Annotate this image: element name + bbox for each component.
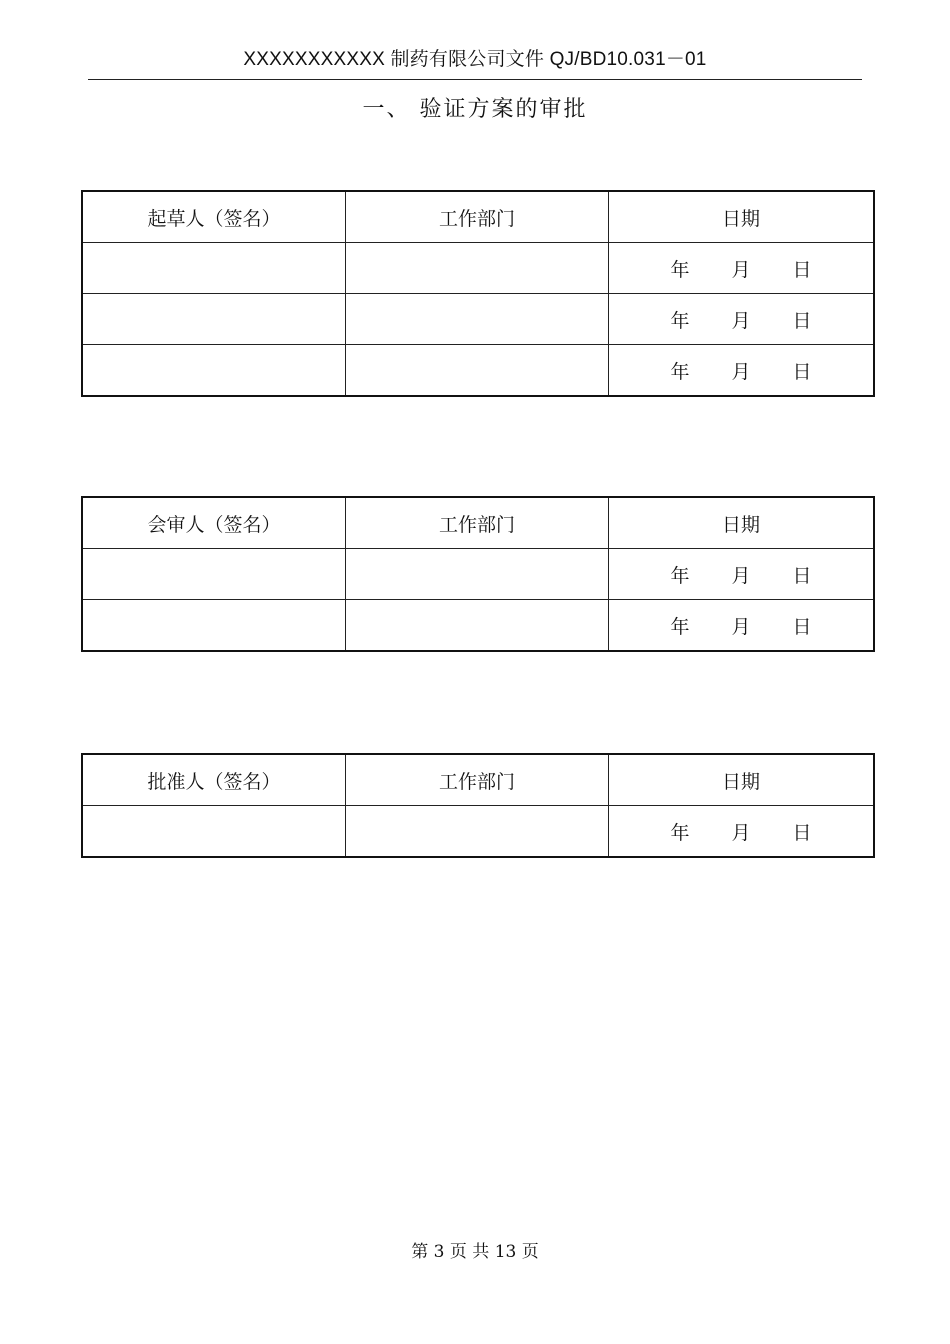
month-label: 月 (731, 258, 751, 281)
page-number: 第 3 页 共 13 页 (411, 1242, 539, 1262)
department-cell[interactable] (346, 243, 609, 294)
date-fields (670, 612, 811, 639)
date-cell[interactable] (609, 806, 875, 858)
year-label: 年 (670, 821, 690, 844)
month-label: 月 (731, 821, 751, 844)
table-row (82, 294, 874, 345)
day-label: 日 (792, 615, 812, 638)
document-header: XXXXXXXXXXX 制药有限公司文件 QJ/BD10.031－01 (243, 49, 707, 70)
date-fields (670, 818, 811, 845)
date-cell[interactable] (609, 345, 875, 397)
date-cell[interactable] (609, 600, 875, 652)
day-label: 日 (792, 309, 812, 332)
department-cell[interactable] (346, 806, 609, 858)
column-header-reviewer: 会审人（签名） (82, 497, 346, 549)
table-row (82, 806, 874, 858)
table-header-row (82, 754, 874, 806)
department-cell[interactable] (346, 600, 609, 652)
month-label: 月 (731, 615, 751, 638)
table-row (82, 549, 874, 600)
month-label: 月 (731, 564, 751, 587)
table-header-row (82, 497, 874, 549)
year-label: 年 (670, 258, 690, 281)
department-cell[interactable] (346, 549, 609, 600)
department-cell[interactable] (346, 345, 609, 397)
reviewer-table (81, 496, 875, 652)
date-fields (670, 306, 811, 333)
date-fields (670, 255, 811, 282)
column-header-approver: 批准人（签名） (82, 754, 346, 806)
header-divider (88, 79, 862, 80)
signature-cell[interactable] (82, 345, 346, 397)
signature-cell[interactable] (82, 600, 346, 652)
section-title: 一、 验证方案的审批 (362, 97, 588, 122)
column-header-date: 日期 (609, 754, 875, 806)
signature-cell[interactable] (82, 806, 346, 858)
signature-cell[interactable] (82, 243, 346, 294)
column-header-department: 工作部门 (346, 191, 609, 243)
date-fields (670, 561, 811, 588)
day-label: 日 (792, 258, 812, 281)
table-header-row (82, 191, 874, 243)
column-header-date: 日期 (609, 497, 875, 549)
column-header-department: 工作部门 (346, 754, 609, 806)
year-label: 年 (670, 564, 690, 587)
table-row (82, 243, 874, 294)
month-label: 月 (731, 309, 751, 332)
signature-cell[interactable] (82, 549, 346, 600)
column-header-department: 工作部门 (346, 497, 609, 549)
day-label: 日 (792, 564, 812, 587)
department-cell[interactable] (346, 294, 609, 345)
month-label: 月 (731, 360, 751, 383)
table-row (82, 345, 874, 397)
column-header-date: 日期 (609, 191, 875, 243)
year-label: 年 (670, 360, 690, 383)
drafter-table (81, 190, 875, 397)
year-label: 年 (670, 615, 690, 638)
date-cell[interactable] (609, 294, 875, 345)
day-label: 日 (792, 821, 812, 844)
table-row (82, 600, 874, 652)
date-cell[interactable] (609, 549, 875, 600)
signature-cell[interactable] (82, 294, 346, 345)
year-label: 年 (670, 309, 690, 332)
approver-table (81, 753, 875, 858)
date-fields (670, 357, 811, 384)
column-header-drafter: 起草人（签名） (82, 191, 346, 243)
day-label: 日 (792, 360, 812, 383)
date-cell[interactable] (609, 243, 875, 294)
